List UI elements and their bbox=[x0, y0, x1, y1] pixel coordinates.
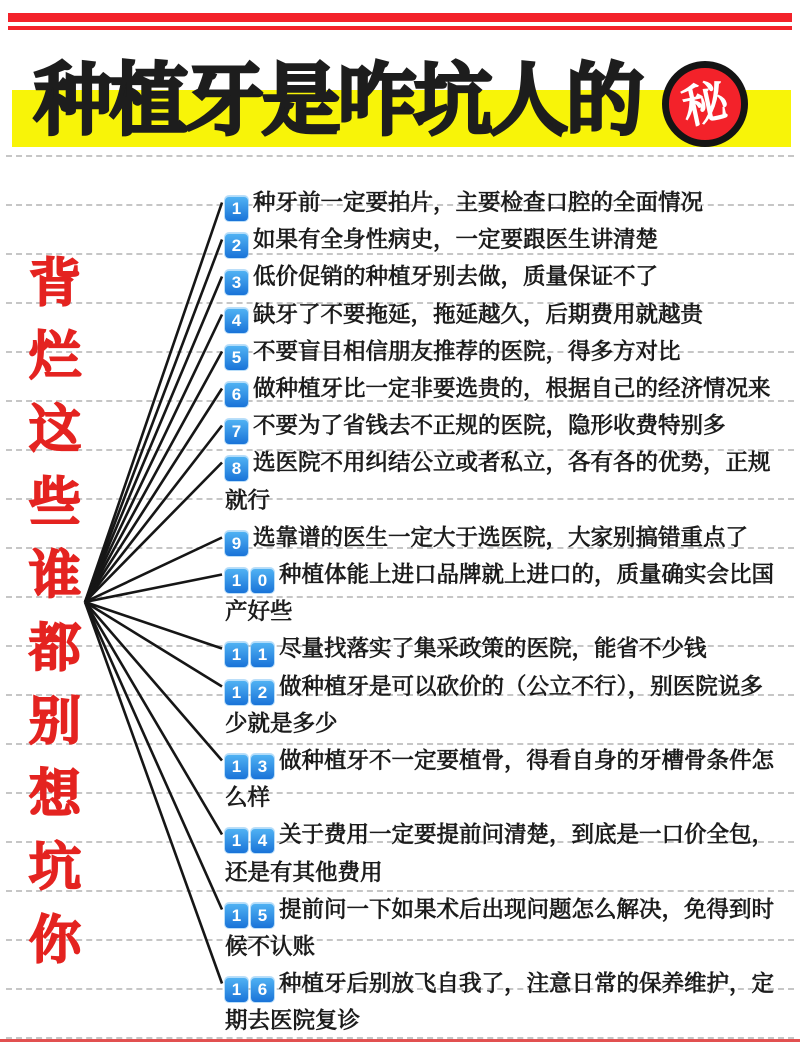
item-text: 选医院不用纠结公立或者私立，各有各的优势，正规就行 bbox=[225, 450, 771, 513]
bottom-bar bbox=[0, 1039, 800, 1042]
item-number-badge bbox=[225, 190, 253, 218]
digit-badge: 4 bbox=[225, 308, 248, 333]
item-text: 不要盲目相信朋友推荐的医院，得多方对比 bbox=[253, 338, 681, 364]
list-item bbox=[225, 296, 778, 333]
item-number-badge bbox=[225, 525, 253, 553]
item-number-badge bbox=[225, 227, 253, 256]
list-item bbox=[225, 407, 778, 444]
connector-line bbox=[85, 389, 222, 603]
digit-badge: 2 bbox=[225, 233, 248, 258]
list-item bbox=[225, 630, 778, 667]
digit-badge: 1 bbox=[251, 642, 274, 667]
item-text: 关于费用一定要提前问清楚，到底是一口价全包，还是有其他费用 bbox=[225, 822, 775, 885]
secret-seal-icon: 秘 bbox=[677, 73, 733, 135]
connector-line bbox=[85, 463, 222, 603]
top-bar-thin bbox=[8, 26, 792, 30]
digit-badge: 3 bbox=[225, 270, 248, 295]
digit-badge: 6 bbox=[251, 977, 274, 1002]
item-text: 选靠谱的医生一定大于选医院，大家别搞错重点了 bbox=[253, 524, 749, 550]
list-item bbox=[225, 221, 778, 258]
item-text: 提前问一下如果术后出现问题怎么解决，免得到时候不认账 bbox=[225, 896, 775, 960]
digit-badge: 1 bbox=[225, 903, 248, 928]
list-item bbox=[225, 444, 778, 518]
item-text: 低价促销的种植牙别去做，质量保证不了 bbox=[253, 264, 659, 290]
item-number-badge bbox=[225, 376, 253, 405]
item-text: 尽量找落实了集采政策的医院，能省不少钱 bbox=[279, 636, 707, 662]
list-item bbox=[225, 668, 778, 742]
digit-badge: 6 bbox=[225, 382, 248, 407]
item-text: 做种植牙比一定非要选贵的，根据自己的经济情况来 bbox=[253, 376, 771, 402]
digit-badge: 0 bbox=[251, 568, 274, 593]
connector-line bbox=[85, 602, 222, 835]
connector-line bbox=[85, 426, 222, 603]
item-number-badge bbox=[225, 450, 253, 479]
list-item bbox=[225, 519, 778, 556]
page-title: 种植牙是咋坑人的 bbox=[34, 56, 643, 144]
item-number-badge bbox=[225, 562, 279, 591]
digit-badge: 1 bbox=[225, 680, 248, 705]
digit-badge: 1 bbox=[225, 754, 248, 779]
connector-line bbox=[85, 602, 222, 910]
list-item bbox=[225, 891, 778, 965]
item-number-badge bbox=[225, 413, 253, 442]
item-text: 不要为了省钱去不正规的医院，隐形收费特别多 bbox=[253, 413, 726, 439]
item-number-badge bbox=[225, 822, 279, 851]
digit-badge: 1 bbox=[225, 828, 248, 853]
digit-badge: 2 bbox=[251, 680, 274, 705]
digit-badge: 1 bbox=[225, 977, 248, 1002]
digit-badge: 7 bbox=[225, 419, 248, 444]
digit-badge: 1 bbox=[225, 642, 248, 667]
digit-badge: 5 bbox=[251, 903, 274, 928]
list-item bbox=[225, 742, 778, 816]
connector-line bbox=[85, 602, 222, 649]
item-text: 种牙前一定要拍片，主要检查口腔的全面情况 bbox=[253, 190, 704, 215]
item-number-badge bbox=[225, 264, 253, 293]
list-item bbox=[225, 184, 778, 221]
connector-line bbox=[85, 602, 222, 761]
item-text: 如果有全身性病史，一定要跟医生讲清楚 bbox=[253, 227, 659, 253]
item-number-badge bbox=[225, 674, 279, 702]
tips-list bbox=[225, 184, 778, 1040]
item-number-badge bbox=[225, 748, 279, 777]
list-item bbox=[225, 965, 778, 1039]
connector-line bbox=[85, 315, 222, 603]
item-number-badge bbox=[225, 897, 279, 925]
connector-line bbox=[85, 277, 222, 603]
item-text: 做种植牙不一定要植骨，得看自身的牙槽骨条件怎么样 bbox=[225, 748, 775, 811]
top-bar-thick bbox=[8, 13, 792, 22]
connector-line bbox=[85, 203, 222, 603]
item-number-badge bbox=[225, 971, 279, 1000]
item-number-badge bbox=[225, 339, 253, 367]
list-item bbox=[225, 258, 778, 295]
item-text: 缺牙了不要拖延，拖延越久，后期费用就越贵 bbox=[253, 301, 704, 327]
secret-seal-badge bbox=[662, 61, 748, 147]
digit-badge: 5 bbox=[225, 345, 248, 370]
item-text: 做种植牙是可以砍价的（公立不行），别医院说多少就是多少 bbox=[225, 673, 763, 736]
digit-badge: 9 bbox=[225, 531, 248, 556]
vertical-slogan: 背烂这些谁都别想坑你 bbox=[28, 255, 81, 970]
list-item bbox=[225, 556, 778, 630]
item-number-badge bbox=[225, 636, 279, 665]
list-item bbox=[225, 816, 778, 890]
digit-badge: 1 bbox=[225, 196, 248, 221]
connector-line bbox=[85, 352, 222, 603]
item-text: 种植牙后别放飞自我了，注意日常的保养维护，定期去医院复诊 bbox=[225, 971, 775, 1034]
digit-badge: 8 bbox=[225, 456, 248, 481]
digit-badge: 1 bbox=[225, 568, 248, 593]
ruled-line bbox=[6, 155, 794, 157]
list-item bbox=[225, 370, 778, 407]
item-number-badge bbox=[225, 302, 253, 330]
item-text: 种植体能上进口品牌就上进口的，质量确实会比国产好些 bbox=[225, 562, 775, 625]
list-item bbox=[225, 333, 778, 370]
digit-badge: 4 bbox=[251, 828, 274, 853]
digit-badge: 3 bbox=[251, 754, 274, 779]
